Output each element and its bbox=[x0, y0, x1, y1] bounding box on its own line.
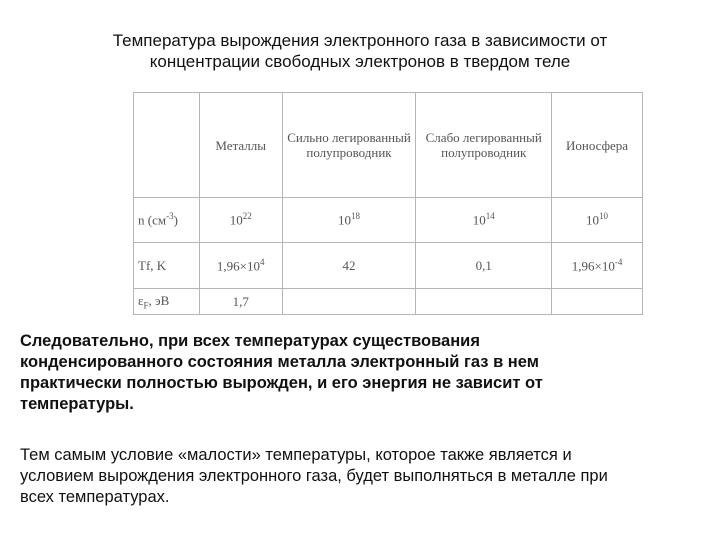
header-cell-ionosphere: Ионосфера bbox=[552, 93, 643, 198]
table-cell: 42 bbox=[282, 243, 416, 289]
paragraph-line: Тем самым условие «малости» температуры, которое также является и bbox=[20, 446, 572, 464]
table-cell: 1,7 bbox=[199, 289, 282, 315]
table-cell: $10^{22}$ bbox=[199, 198, 282, 243]
table-cell bbox=[416, 289, 552, 315]
paragraph-line: условием вырождения электронного газа, будет выполняться в металле при bbox=[20, 467, 608, 485]
degeneracy-table bbox=[133, 92, 643, 315]
degeneracy-table-wrapper bbox=[133, 92, 643, 314]
table-cell: $1,96\times 10^{-4}$ bbox=[552, 243, 643, 289]
row-label-fermi-energy: $\varepsilon_F$, эВ bbox=[134, 289, 200, 315]
row-label-temperature: Tf, K bbox=[134, 243, 200, 289]
paragraph-line: температуры. bbox=[20, 395, 134, 413]
title-line-1: Температура вырождения электронного газа в зависимости от bbox=[112, 31, 608, 50]
table-row-concentration bbox=[134, 198, 643, 243]
header-cell-heavily-doped: Сильно легированный полупроводник bbox=[282, 93, 416, 198]
header-cell-lightly-doped: Слабо легированный полупроводник bbox=[416, 93, 552, 198]
table-cell bbox=[552, 289, 643, 315]
title-line-2: концентрации свободных электронов в твердом теле bbox=[149, 52, 571, 71]
paragraph-line: практически полностью вырожден, и его энергия не зависит от bbox=[20, 374, 543, 392]
table-cell: $10^{10}$ bbox=[552, 198, 643, 243]
table-cell: $1,96\times 10^4$ bbox=[199, 243, 282, 289]
paragraph-line: всех температурах. bbox=[20, 488, 170, 506]
table-cell: $10^{14}$ bbox=[416, 198, 552, 243]
table-cell: $10^{18}$ bbox=[282, 198, 416, 243]
row-label-concentration: n $(см^{-3})$ bbox=[134, 198, 200, 243]
header-cell-metals: Металлы bbox=[199, 93, 282, 198]
paragraph-conclusion bbox=[20, 331, 710, 415]
paragraph-line: Следовательно, при всех температурах существования bbox=[20, 332, 480, 350]
paragraph-line: конденсированного состояния металла электронный газ в нем bbox=[20, 353, 539, 371]
paragraph-condition bbox=[20, 445, 710, 508]
table-cell: 0,1 bbox=[416, 243, 552, 289]
table-cell bbox=[282, 289, 416, 315]
table-row-temperature bbox=[134, 243, 643, 289]
table-row-fermi-energy bbox=[134, 289, 643, 315]
table-header-row bbox=[134, 93, 643, 198]
slide-title bbox=[60, 30, 660, 72]
header-cell-empty bbox=[134, 93, 200, 198]
